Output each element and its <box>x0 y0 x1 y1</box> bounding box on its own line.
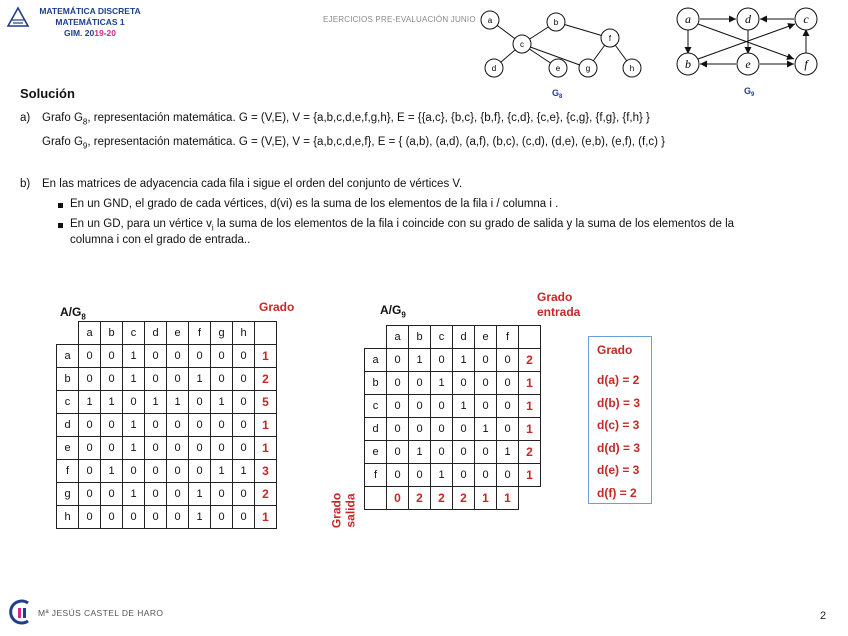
row-degree-cell: 2 <box>519 441 541 464</box>
row-degree-cell: 2 <box>255 368 277 391</box>
matrix-cell: 0 <box>167 483 189 506</box>
matrix-cell: 0 <box>497 418 519 441</box>
matrix-cell: 0 <box>453 441 475 464</box>
matrix-cell: 1 <box>453 395 475 418</box>
table-row <box>365 441 541 464</box>
g9-node-label-f: f <box>804 57 808 71</box>
corner-cell <box>365 326 387 349</box>
matrix-cell: 1 <box>123 414 145 437</box>
course-title <box>28 6 152 39</box>
row-header: g <box>57 483 79 506</box>
row-degree-cell: 1 <box>519 372 541 395</box>
matrix-cell: 1 <box>145 391 167 414</box>
column-header: d <box>145 322 167 345</box>
part-a-g9-text: Grafo $G_9$, representación matemática. G = (V,E), V = {a,b,c,d,e,f}, E = { (a,b), (a,d), (a,f), (b,c), (c,d), (d,e), (e,b), (e,f), (f,c) } <box>42 136 666 151</box>
table-row <box>57 414 277 437</box>
matrix-cell: 1 <box>497 441 519 464</box>
table1-title: $A/G_8$ <box>60 305 86 322</box>
matrix-cell: 0 <box>79 483 101 506</box>
matrix-cell: 0 <box>475 441 497 464</box>
g8-label: $G_8$ <box>552 88 563 98</box>
table2-grado-salida-label: Grado salida <box>329 492 358 529</box>
column-header: g <box>211 322 233 345</box>
table-row <box>365 372 541 395</box>
g8-node-label-b: b <box>553 18 559 27</box>
table-row <box>57 460 277 483</box>
table2-grado-entrada-label: Grado entrada <box>537 290 581 319</box>
row-header: f <box>365 464 387 487</box>
column-header: b <box>409 326 431 349</box>
course-line-1: MATEMÁTICA DISCRETA <box>39 6 141 16</box>
matrix-cell: 0 <box>211 368 233 391</box>
matrix-cell: 0 <box>167 506 189 529</box>
row-header: c <box>57 391 79 414</box>
matrix-cell: 0 <box>79 368 101 391</box>
matrix-cell: 1 <box>475 418 497 441</box>
row-degree-cell: 1 <box>255 414 277 437</box>
matrix-cell: 0 <box>497 395 519 418</box>
matrix-cell: 1 <box>211 460 233 483</box>
part-a-marker: a) <box>20 112 31 124</box>
g8-node-label-e: e <box>555 64 561 73</box>
matrix-cell: 0 <box>79 414 101 437</box>
matrix-cell: 0 <box>101 414 123 437</box>
matrix-cell: 0 <box>123 391 145 414</box>
part-b-text: En las matrices de adyacencia cada fila i sigue el orden del conjunto de vértices V. <box>42 178 463 190</box>
matrix-cell: 0 <box>475 464 497 487</box>
table-row <box>57 483 277 506</box>
matrix-cell: 1 <box>431 464 453 487</box>
footer-author: Mª JESÚS CASTEL DE HARO <box>38 608 164 618</box>
matrix-cell: 1 <box>123 483 145 506</box>
column-header: a <box>79 322 101 345</box>
table-row <box>57 506 277 529</box>
matrix-cell: 0 <box>453 372 475 395</box>
matrix-cell: 0 <box>123 460 145 483</box>
matrix-cell: 1 <box>409 349 431 372</box>
matrix-cell: 1 <box>101 460 123 483</box>
row-header: e <box>57 437 79 460</box>
matrix-cell: 0 <box>101 345 123 368</box>
matrix-cell: 0 <box>167 414 189 437</box>
table-row <box>365 464 541 487</box>
matrix-cell: 0 <box>387 464 409 487</box>
matrix-cell: 1 <box>123 437 145 460</box>
matrix-cell: 0 <box>167 345 189 368</box>
column-header: f <box>497 326 519 349</box>
empty-cell <box>519 487 541 510</box>
table1-grado-label: Grado <box>259 300 295 314</box>
column-degree-cell: 0 <box>387 487 409 510</box>
degree-item: d(d) = 3 <box>597 440 641 455</box>
matrix-cell: 0 <box>409 372 431 395</box>
matrix-cell: 1 <box>211 391 233 414</box>
matrix-cell: 0 <box>145 414 167 437</box>
row-header: d <box>57 414 79 437</box>
matrix-cell: 1 <box>123 368 145 391</box>
column-header: c <box>431 326 453 349</box>
graph-g8 <box>470 6 650 98</box>
solution-heading: Solución <box>20 86 75 101</box>
matrix-cell: 0 <box>101 368 123 391</box>
matrix-cell: 0 <box>409 418 431 441</box>
row-degree-cell: 1 <box>519 418 541 441</box>
matrix-cell: 0 <box>167 368 189 391</box>
table2-title: $A/G_9$ <box>380 303 406 320</box>
row-header: h <box>57 506 79 529</box>
row-degree-cell: 5 <box>255 391 277 414</box>
matrix-cell: 0 <box>167 460 189 483</box>
column-header: c <box>123 322 145 345</box>
matrix-cell: 0 <box>167 437 189 460</box>
matrix-cell: 0 <box>233 483 255 506</box>
matrix-cell: 0 <box>409 464 431 487</box>
degree-header-cell <box>519 326 541 349</box>
matrix-cell: 0 <box>145 345 167 368</box>
part-b-marker: b) <box>20 178 31 190</box>
matrix-cell: 0 <box>453 464 475 487</box>
matrix-cell: 0 <box>475 349 497 372</box>
row-degree-cell: 3 <box>255 460 277 483</box>
matrix-cell: 0 <box>475 372 497 395</box>
column-degree-cell: 2 <box>409 487 431 510</box>
degree-item: d(f) = 2 <box>597 485 637 500</box>
row-degree-cell: 2 <box>519 349 541 372</box>
row-degree-cell: 1 <box>255 437 277 460</box>
matrix-cell: 0 <box>211 506 233 529</box>
matrix-cell: 0 <box>233 391 255 414</box>
matrix-cell: 0 <box>189 345 211 368</box>
degree-item: d(a) = 2 <box>597 373 640 387</box>
matrix-cell: 0 <box>145 460 167 483</box>
table-row <box>57 437 277 460</box>
in-degree-corner-cell <box>365 487 387 510</box>
matrix-cell: 0 <box>79 345 101 368</box>
table-header-row <box>365 326 541 349</box>
matrix-cell: 0 <box>387 395 409 418</box>
g8-node-label-d: d <box>491 64 497 73</box>
graph-g9 <box>668 4 838 96</box>
table-row <box>365 395 541 418</box>
matrix-cell: 0 <box>387 418 409 441</box>
matrix-cell: 0 <box>431 395 453 418</box>
matrix-cell: 0 <box>387 372 409 395</box>
row-header: f <box>57 460 79 483</box>
table-row <box>57 345 277 368</box>
row-degree-cell: 1 <box>255 345 277 368</box>
row-degree-cell: 2 <box>255 483 277 506</box>
matrix-cell: 0 <box>453 418 475 441</box>
matrix-cell: 1 <box>123 345 145 368</box>
matrix-cell: 0 <box>211 414 233 437</box>
matrix-cell: 0 <box>101 506 123 529</box>
row-header: a <box>365 349 387 372</box>
matrix-cell: 0 <box>145 368 167 391</box>
column-degree-cell: 1 <box>497 487 519 510</box>
column-header: b <box>101 322 123 345</box>
page-number: 2 <box>820 610 827 622</box>
table-header-row <box>57 322 277 345</box>
author-logo-icon <box>6 598 36 626</box>
table-row <box>365 418 541 441</box>
g9-node-label-c: c <box>803 12 809 26</box>
matrix-cell: 1 <box>409 441 431 464</box>
row-header: b <box>365 372 387 395</box>
course-line-3: GIM. 2019-20 <box>63 28 116 38</box>
matrix-cell: 1 <box>189 483 211 506</box>
bullet-icon <box>58 203 63 208</box>
matrix-cell: 0 <box>145 483 167 506</box>
row-header: a <box>57 345 79 368</box>
g9-node-label-d: d <box>745 12 751 26</box>
matrix-cell: 0 <box>79 437 101 460</box>
matrix-cell: 0 <box>233 437 255 460</box>
row-degree-cell: 1 <box>255 506 277 529</box>
adjacency-matrix-g9 <box>364 325 541 510</box>
degree-header-cell <box>255 322 277 345</box>
matrix-cell: 0 <box>431 418 453 441</box>
degree-item: d(e) = 3 <box>597 463 640 477</box>
matrix-cell: 0 <box>189 391 211 414</box>
column-degree-cell: 2 <box>431 487 453 510</box>
degree-box-title: Grado <box>597 343 633 357</box>
matrix-cell: 0 <box>387 349 409 372</box>
matrix-cell: 0 <box>211 345 233 368</box>
table-row <box>57 368 277 391</box>
matrix-cell: 1 <box>453 349 475 372</box>
matrix-cell: 0 <box>189 414 211 437</box>
matrix-cell: 0 <box>101 437 123 460</box>
matrix-cell: 1 <box>167 391 189 414</box>
matrix-cell: 0 <box>145 506 167 529</box>
matrix-cell: 1 <box>233 460 255 483</box>
matrix-cell: 0 <box>211 483 233 506</box>
column-header: h <box>233 322 255 345</box>
column-header: f <box>189 322 211 345</box>
matrix-cell: 0 <box>497 372 519 395</box>
table-row <box>365 349 541 372</box>
column-degree-cell: 1 <box>475 487 497 510</box>
matrix-cell: 1 <box>79 391 101 414</box>
matrix-cell: 0 <box>189 437 211 460</box>
row-header: c <box>365 395 387 418</box>
page-subtitle: EJERCICIOS PRE-EVALUACIÓN JUNIO <box>323 15 476 24</box>
g9-node-label-e: e <box>745 57 751 71</box>
row-header: b <box>57 368 79 391</box>
bullet-1-text: En un GND, el grado de cada vértices, d(vi) es la suma de los elementos de la fila i / columna i . <box>70 198 559 210</box>
matrix-cell: 0 <box>233 345 255 368</box>
degree-item: d(c) = 3 <box>597 418 640 432</box>
matrix-cell: 1 <box>189 506 211 529</box>
matrix-cell: 0 <box>123 506 145 529</box>
matrix-cell: 0 <box>497 349 519 372</box>
matrix-cell: 0 <box>101 483 123 506</box>
matrix-cell: 1 <box>101 391 123 414</box>
g8-node-label-a: a <box>487 16 493 25</box>
matrix-cell: 0 <box>431 441 453 464</box>
matrix-cell: 0 <box>409 395 431 418</box>
matrix-cell: 0 <box>387 441 409 464</box>
matrix-cell: 1 <box>189 368 211 391</box>
row-degree-cell: 1 <box>519 395 541 418</box>
matrix-cell: 0 <box>79 460 101 483</box>
matrix-cell: 0 <box>189 460 211 483</box>
in-degree-row <box>365 487 541 510</box>
g8-node-label-c: c <box>520 40 524 49</box>
adjacency-matrix-g8 <box>56 321 277 529</box>
column-degree-cell: 2 <box>453 487 475 510</box>
course-line-2: MATEMÁTICAS 1 <box>55 17 125 27</box>
g9-node-label-a: a <box>685 12 691 26</box>
column-header: d <box>453 326 475 349</box>
column-header: e <box>475 326 497 349</box>
row-header: d <box>365 418 387 441</box>
g9-label: $G_9$ <box>744 86 755 96</box>
g8-node-label-g: g <box>585 64 591 73</box>
row-degree-cell: 1 <box>519 464 541 487</box>
matrix-cell: 0 <box>497 464 519 487</box>
matrix-cell: 1 <box>431 372 453 395</box>
g8-node-label-f: f <box>608 34 612 43</box>
matrix-cell: 0 <box>79 506 101 529</box>
bullet-2-text: En un GD, para un vértice $v_i$ la suma de los elementos de la fila i coincide con su grado de salida y la suma de los elementos de la <box>70 218 735 233</box>
matrix-cell: 0 <box>211 437 233 460</box>
column-header: e <box>167 322 189 345</box>
matrix-cell: 0 <box>233 414 255 437</box>
row-header: e <box>365 441 387 464</box>
university-logo-icon <box>6 6 30 28</box>
corner-cell <box>57 322 79 345</box>
g8-node-label-h: h <box>629 64 635 73</box>
matrix-cell: 0 <box>233 506 255 529</box>
matrix-cell: 0 <box>431 349 453 372</box>
degree-summary-box <box>588 336 652 504</box>
column-header: a <box>387 326 409 349</box>
part-a-g8-text: Grafo $G_8$, representación matemática. G = (V,E), V = {a,b,c,d,e,f,g,h}, E = {{a,c}, {b,c}, {b,f}, {c,d}, {c,e}, {c,g}, {f,g}, {f,h} } <box>42 112 650 127</box>
table-row <box>57 391 277 414</box>
degree-item: d(b) = 3 <box>597 395 641 410</box>
bullet-2-text-line2: columna i con el grado de entrada.. <box>70 234 251 246</box>
matrix-cell: 0 <box>475 395 497 418</box>
matrix-cell: 0 <box>145 437 167 460</box>
g9-node-label-b: b <box>685 57 691 71</box>
matrix-cell: 0 <box>233 368 255 391</box>
bullet-icon <box>58 223 63 228</box>
